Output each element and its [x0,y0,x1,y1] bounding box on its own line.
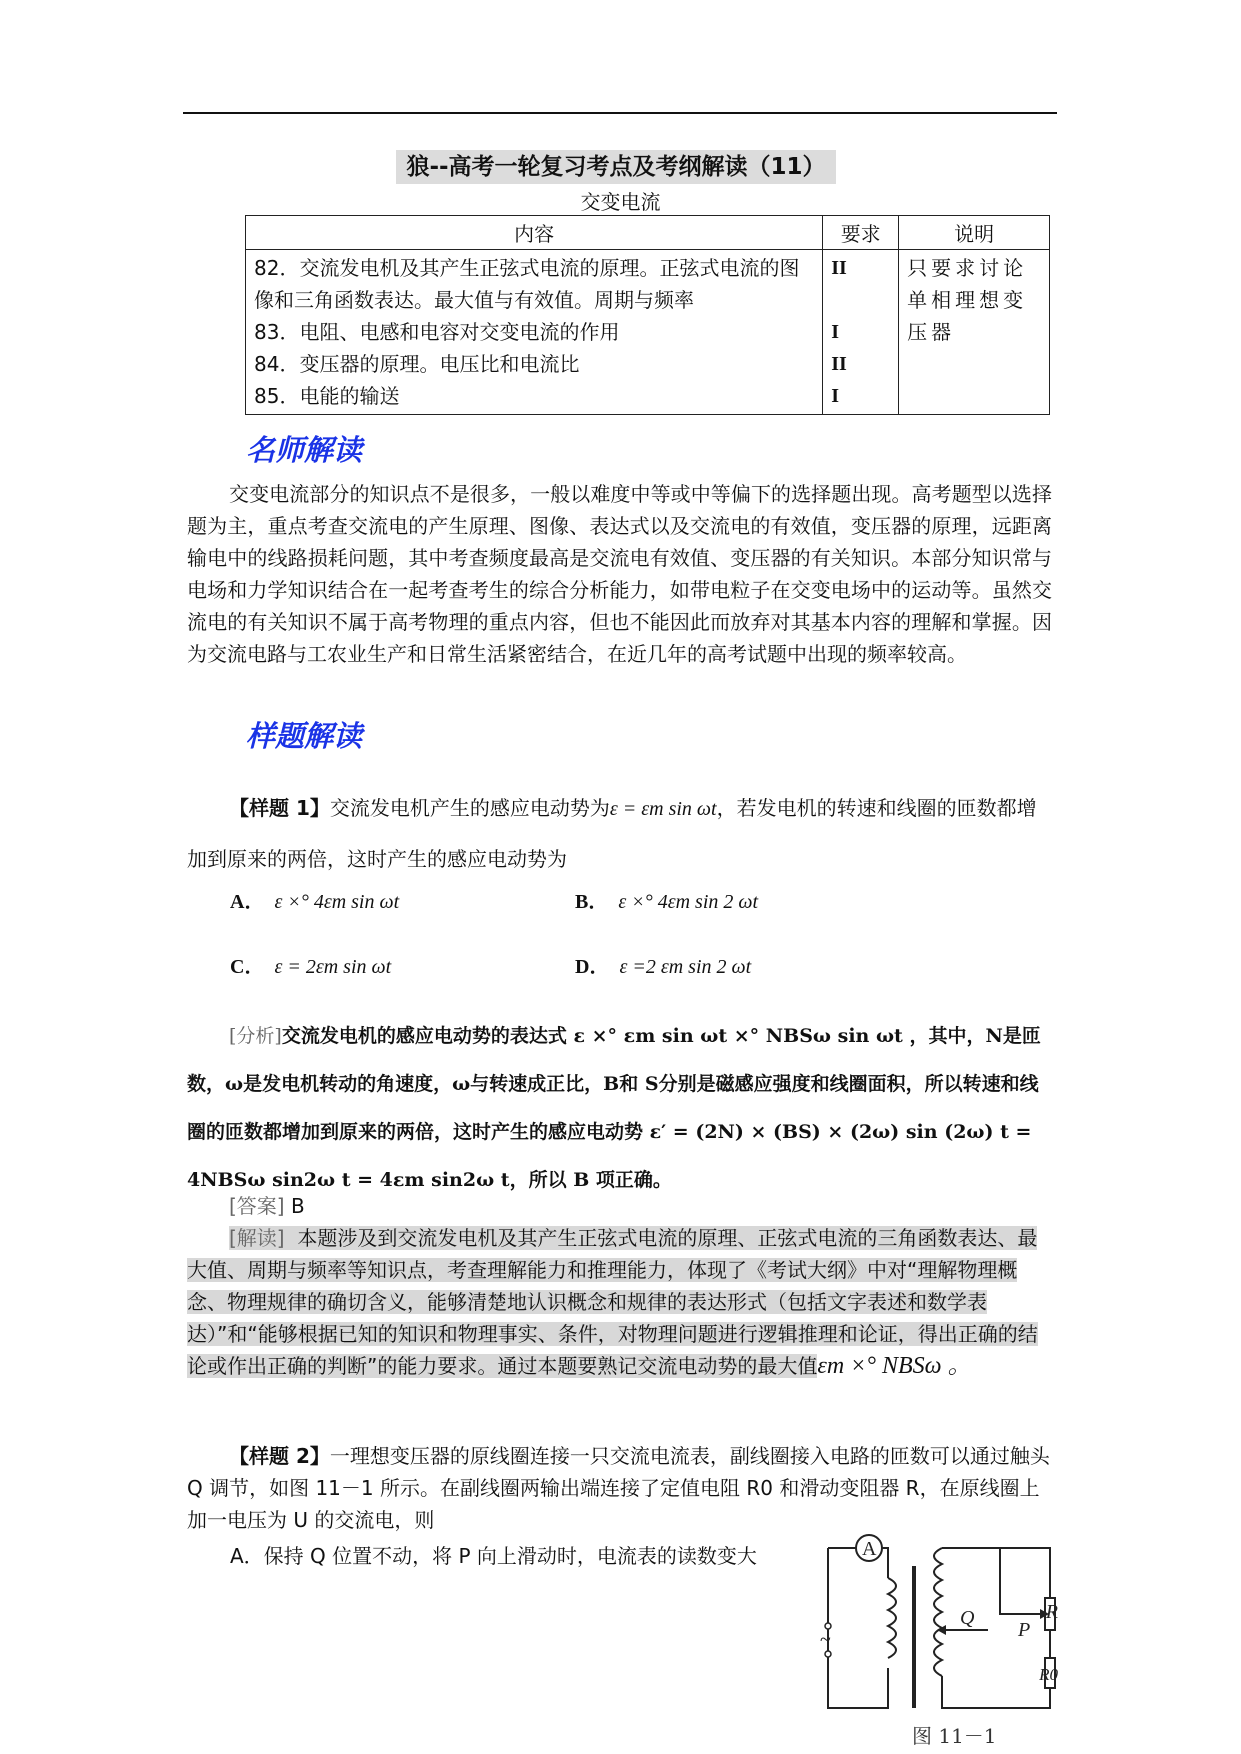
level-value: I [831,321,840,343]
header-content: 内容 [246,216,823,250]
figure-caption: 图 11－1 [912,1724,997,1748]
reading-text: 本题涉及到交流发电机及其产生正弦式电流的原理、正弦式电流的三角函数表达、最大值、周期与频率等知识点，考查理解能力和推理能力，体现了《考试大纲》中对“理解物理概念、物理规律的确切含义，能够清楚地认识概念和规律的表达形式（包括文字表述和数学表达）”和“能够根据已知的知识和物理事实、条件，对物理问题进行逻辑推理和论证，得出正确的结论或作出正确的判断”的能力要求。通过本题要熟记交流电动势的最大值 [187,1226,1038,1378]
analysis-text: 交流发电机的感应电动势的表达式 ε ×° εm sin ωt ×° NBSω sin ωt ，其中，N是匝数，ω是发电机转动的角速度，ω与转速成正比，B和 S分别是磁感应强度和线圈面积，所以转速和线圈的匝数都增加到原来的两倍，这时产生的感应电动势 ε′ = (2N) × (BS) × (2ω) sin (2ω) t = 4NBSω sin2ω t = 4εm sin2ω t，所以 B 项正确。 [187,1025,1041,1191]
header-note: 说明 [899,216,1050,250]
note-cell: 只要求讨论单相理想变压器 [899,250,1050,415]
option-a: A． ε ×° 4εm sin ωt [230,891,400,913]
option-c: C． ε = 2εm sin ωt [230,956,392,978]
question-text: 交流发电机产生的感应电动势为 [329,796,610,820]
ammeter-label: A [862,1538,877,1560]
header-level: 要求 [823,216,899,250]
syllabus-table [245,215,1050,415]
table-item: 85．电能的输送 [254,384,400,408]
tap-label: Q [960,1607,975,1629]
question-formula: ε = εm sin ωt [609,798,717,820]
question-1-analysis [187,1012,1052,1204]
intro-paragraph: 交变电流部分的知识点不是很多，一般以难度中等或中等偏下的选择题出现。高考题型以选择题为主，重点考查交流电的产生原理、图像、表达式以及交流电的有效值，变压器的原理，远距离输电中的线路损耗问题，其中考查频度最高是交流电有效值、变压器的有关知识。本部分知识常与电场和力学知识结合在一起考查考生的综合分析能力，如带电粒子在交变电场中的运动等。虽然交流电的有关知识不属于高考物理的重点内容，但也不能因此而放弃对其基本内容的理解和掌握。因为交流电路与工农业生产和日常生活紧密结合，在近几年的高考试题中出现的频率较高。 [187,482,1052,666]
option-d: D． ε =2 εm sin 2 ωt [575,956,752,978]
question-2-text: 一理想变压器的原线圈连接一只交流电流表，副线圈接入电路的匝数可以通过触头 Q 调节，如图 11－1 所示。在副线圈两输出端连接了定值电阻 R0 和滑动变阻器 R，在原线圈上加一电压为 U 的交流电，则 [187,1444,1050,1532]
reading-tag: [解读] [229,1226,285,1250]
level-value: II [831,257,847,279]
table-item: 82．交流发电机及其产生正弦式电流的原理。正弦式电流的图像和三角函数表达。最大值与有效值。周期与频率 [254,256,800,312]
table-header-row [246,216,1050,250]
table-row [246,250,1050,415]
table-item: 84．变压器的原理。电压比和电流比 [254,352,580,376]
question-tag: 【样题 1】 [229,796,330,820]
transformer-circuit-diagram [818,1518,1058,1718]
source-label: ~ [820,1629,831,1651]
question-1-stem [187,783,1052,884]
answer-tag: [答案] [229,1194,285,1218]
section-heading-sample: 样题解读 [246,719,363,753]
option-b: B． ε ×° 4εm sin 2 ωt [575,891,759,913]
level-cell [823,250,899,415]
level-value: I [831,385,840,407]
slider-label: P [1018,1619,1031,1641]
content-cell [246,250,823,415]
header-rule [183,112,1057,114]
table-item: 83．电阻、电感和电容对交变电流的作用 [254,320,620,344]
resistor-label: R0 [1039,1665,1058,1684]
analysis-tag: [分析] [229,1025,282,1047]
page-subtitle: 交变电流 [580,190,661,214]
page-title: 狼--高考一轮复习考点及考纲解读（11） [396,150,836,184]
level-value: II [831,353,847,375]
question-1-reading [187,1222,1052,1382]
question-2-option-a: A．保持 Q 位置不动，将 P 向上滑动时，电流表的读数变大 [230,1544,757,1568]
reading-formula: εm ×° NBSω 。 [817,1353,972,1379]
answer-line [187,1190,1052,1222]
question-2-tag: 【样题 2】 [229,1444,330,1468]
answer-value: B [290,1194,305,1218]
section-heading-teacher: 名师解读 [246,433,363,467]
question-text-2: ，若发电机的转速和线圈的匝数都增加到原来的两倍，这时产生的感应电动势为 [187,796,1037,871]
rheostat-label: R [1045,1601,1058,1623]
